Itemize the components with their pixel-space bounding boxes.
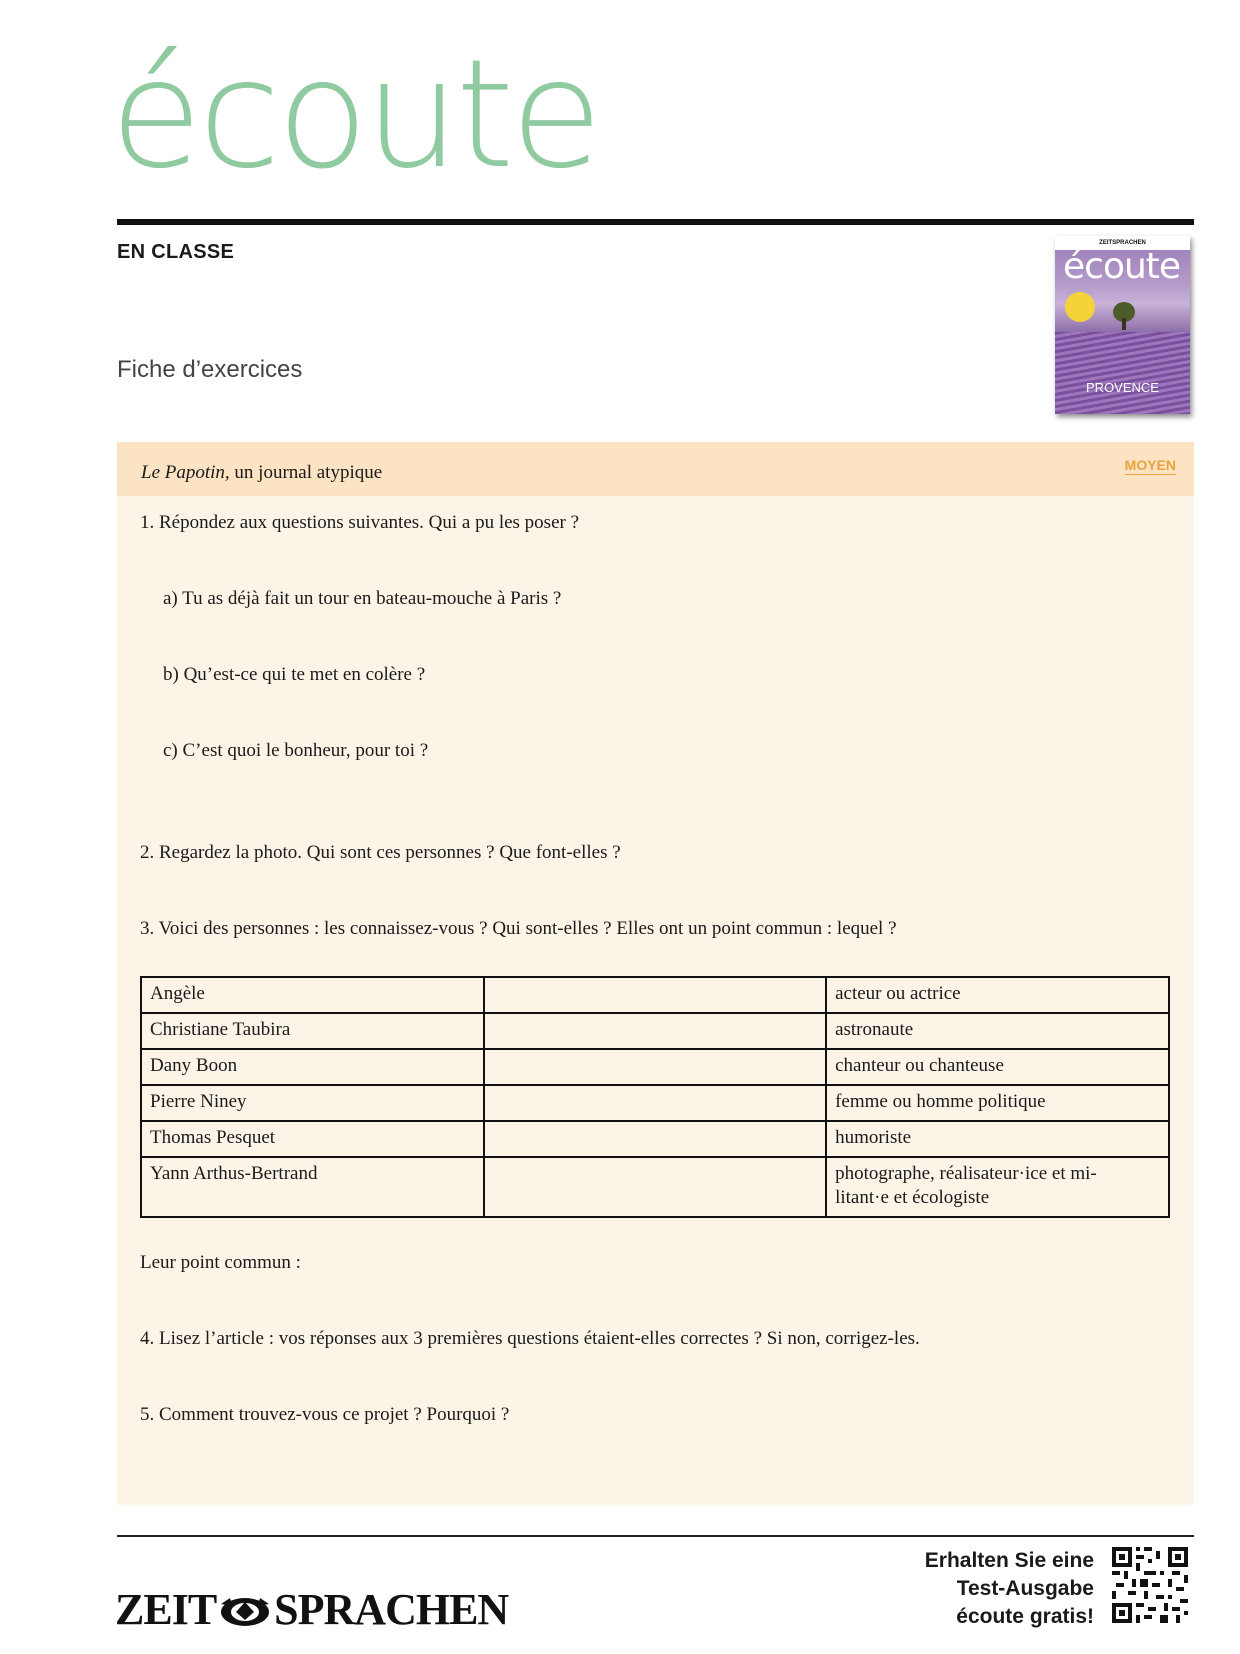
footer-rule: [117, 1535, 1194, 1537]
answer-cell[interactable]: [484, 1049, 826, 1085]
cover-badge: [1065, 292, 1095, 322]
cover-lavender-fields: [1055, 332, 1190, 414]
zeit-sprachen-logo: [115, 1584, 508, 1635]
cover-logo: écoute: [1063, 246, 1181, 287]
person-name-cell: Christiane Taubira: [141, 1013, 484, 1049]
ecoute-logo: écoute: [110, 28, 599, 202]
person-name-cell: Yann Arthus-Bertrand: [141, 1157, 484, 1217]
article-title: [141, 462, 382, 484]
role-cell: astronaute: [826, 1013, 1169, 1049]
table-row: [141, 1121, 1169, 1157]
table-row: [141, 1085, 1169, 1121]
role-cell: humoriste: [826, 1121, 1169, 1157]
magazine-cover-image: [1055, 236, 1190, 414]
brand-left: ZEIT: [115, 1585, 217, 1634]
question-1a: a) Tu as déjà fait un tour en bateau-mouche à Paris ?: [163, 588, 562, 609]
common-point-label: Leur point commun :: [140, 1252, 301, 1273]
person-name-cell: Pierre Niney: [141, 1085, 484, 1121]
question-1b: b) Qu’est-ce qui te met en colère ?: [163, 664, 426, 685]
question-2: 2. Regardez la photo. Qui sont ces personnes ? Que font-elles ?: [140, 842, 621, 863]
exercise-box: [117, 442, 1194, 1505]
question-5: 5. Comment trouvez-vous ce projet ? Pourquoi ?: [140, 1404, 510, 1425]
answer-cell[interactable]: [484, 977, 826, 1013]
question-1: 1. Répondez aux questions suivantes. Qui a pu les poser ?: [140, 512, 580, 533]
answer-cell[interactable]: [484, 1157, 826, 1217]
header-rule: [117, 219, 1194, 225]
article-title-italic: Le Papotin,: [141, 462, 230, 483]
eagle-seal-icon: [218, 1592, 272, 1628]
exercise-header: [117, 442, 1194, 496]
cover-masthead: ZEITSPRACHEN: [1055, 236, 1190, 250]
answer-cell[interactable]: [484, 1013, 826, 1049]
person-name-cell: Angèle: [141, 977, 484, 1013]
qr-code-icon[interactable]: [1110, 1545, 1190, 1625]
promo-line-3: écoute gratis!: [956, 1605, 1094, 1628]
promo-text[interactable]: [925, 1547, 1094, 1631]
brand-right: SPRACHEN: [274, 1585, 509, 1634]
role-cell: acteur ou actrice: [826, 977, 1169, 1013]
role-cell: photographe, réalisateur·ice et mi- litant·e et écologiste: [826, 1157, 1169, 1217]
answer-cell[interactable]: [484, 1085, 826, 1121]
table-row: [141, 977, 1169, 1013]
section-label: EN CLASSE: [117, 241, 235, 263]
question-1c: c) C’est quoi le bonheur, pour toi ?: [163, 740, 429, 761]
level-badge: MOYEN: [1124, 457, 1176, 473]
question-4: 4. Lisez l’article : vos réponses aux 3 premières questions étaient-elles correctes ? Si non, corrigez-les.: [140, 1328, 920, 1349]
cover-tree-trunk: [1122, 318, 1126, 330]
table-row: [141, 1049, 1169, 1085]
person-name-cell: Dany Boon: [141, 1049, 484, 1085]
role-cell: femme ou homme politique: [826, 1085, 1169, 1121]
matching-table: [140, 976, 1170, 1218]
table-row: [141, 1157, 1169, 1217]
promo-line-1: Erhalten Sie eine: [924, 1549, 1094, 1572]
promo-line-2: Test-Ausgabe: [956, 1577, 1094, 1600]
answer-cell[interactable]: [484, 1121, 826, 1157]
question-3: 3. Voici des personnes : les connaissez-vous ? Qui sont-elles ? Elles ont un point commun : lequel ?: [140, 918, 897, 939]
sheet-title: Fiche d’exercices: [117, 356, 303, 383]
cover-headline: PROVENCE: [1086, 380, 1159, 395]
person-name-cell: Thomas Pesquet: [141, 1121, 484, 1157]
table-row: [141, 1013, 1169, 1049]
article-title-rest: un journal atypique: [229, 462, 383, 483]
role-cell: chanteur ou chanteuse: [826, 1049, 1169, 1085]
